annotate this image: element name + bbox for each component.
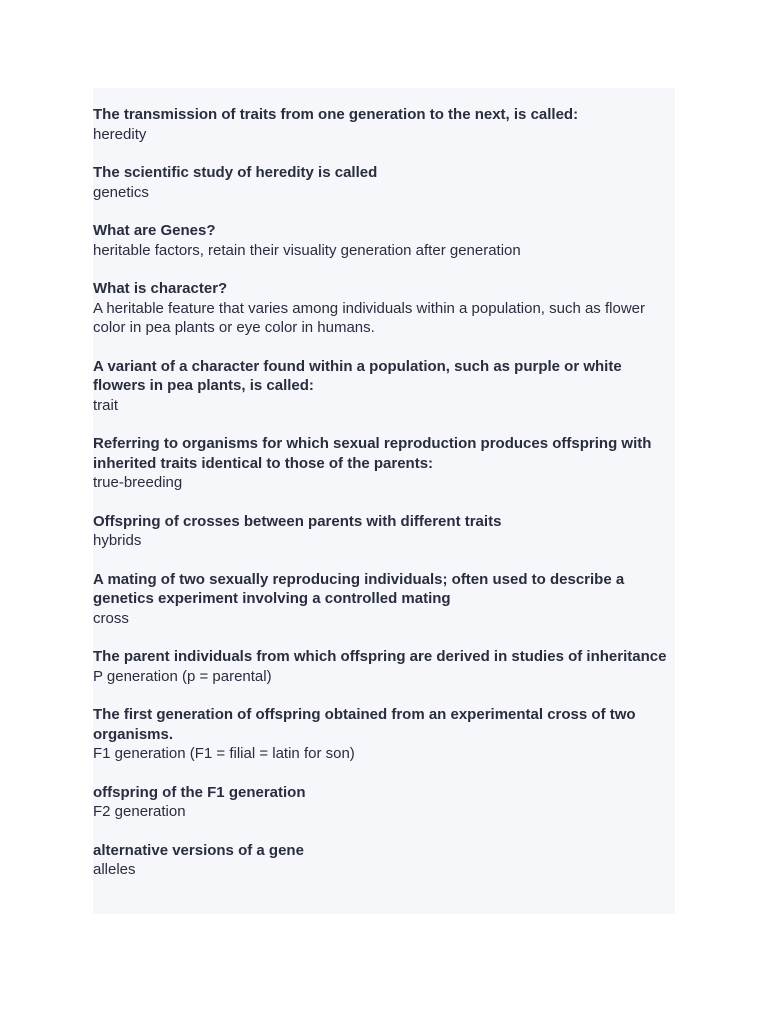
definition: F1 generation (F1 = filial = latin for son) (93, 745, 355, 762)
definition: trait (93, 396, 119, 414)
term: The parent individuals from which offspring are derived in studies of inheritance (93, 648, 667, 665)
term-list (93, 105, 675, 899)
list-item (93, 705, 675, 764)
term: What is character? (93, 280, 228, 297)
list-item (93, 783, 675, 822)
list-item (93, 163, 675, 202)
definition: F2 generation (93, 803, 186, 820)
definition: P generation (p = parental) (93, 667, 272, 685)
term: alternative versions of a gene (93, 841, 304, 859)
definition: cross (93, 609, 129, 627)
term: The scientific study of heredity is called (93, 164, 378, 181)
definition: alleles (93, 861, 136, 878)
definition: A heritable feature that varies among individuals within a population, such as flower color in pea plants or eye color in humans. (93, 299, 645, 336)
term: Referring to organisms for which sexual reproduction produces offspring with inherited traits identical to those of the parents: (93, 435, 652, 472)
term: A variant of a character found within a population, such as purple or white flowers in pea plants, is called: (93, 357, 622, 394)
list-item (93, 512, 675, 551)
list-item (93, 570, 675, 629)
list-item (93, 279, 675, 338)
list-item (93, 357, 675, 416)
definition: hybrids (93, 532, 142, 549)
term: offspring of the F1 generation (93, 783, 306, 801)
definition: heritable factors, retain their visuality generation after generation (93, 241, 521, 259)
list-item (93, 841, 675, 880)
term: The first generation of offspring obtained from an experimental cross of two organisms. (93, 706, 636, 743)
list-item (93, 647, 675, 686)
definition: genetics (93, 183, 149, 201)
list-item (93, 221, 675, 260)
term: A mating of two sexually reproducing individuals; often used to describe a genetics experiment involving a controlled mating (93, 570, 625, 607)
definition: true-breeding (93, 474, 183, 491)
list-item (93, 434, 675, 493)
list-item (93, 105, 675, 144)
term: What are Genes? (93, 222, 216, 239)
term: Offspring of crosses between parents with different traits (93, 512, 502, 530)
definition: heredity (93, 125, 147, 143)
term: The transmission of traits from one generation to the next, is called: (93, 106, 579, 123)
